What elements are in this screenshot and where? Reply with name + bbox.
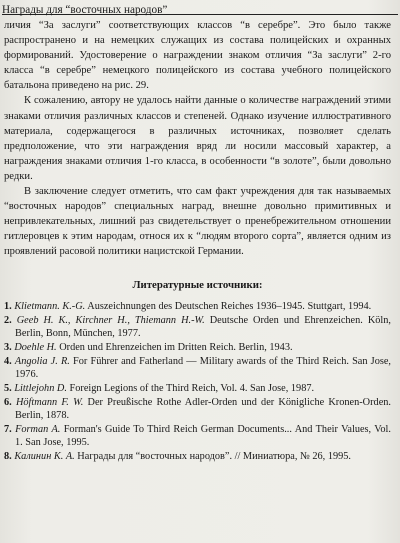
reference-number: 7. — [4, 424, 12, 436]
reference-item — [4, 450, 391, 463]
reference-item — [4, 314, 391, 340]
reference-number: 5. — [4, 382, 12, 394]
reference-number: 1. — [4, 300, 12, 312]
reference-author: Doehle H. — [14, 341, 57, 353]
reference-item — [4, 382, 391, 395]
running-head-text: Награды для “восточных народов” — [2, 4, 168, 16]
references-list — [4, 300, 391, 464]
reference-text: For Führer and Fatherland — Military awards of the Third Reich. San Jose, 1976. — [15, 355, 391, 380]
reference-text: Auszeichnungen des Deutschen Reiches 1936–1945. Stuttgart, 1994. — [85, 300, 372, 312]
reference-item — [4, 300, 391, 313]
reference-number: 6. — [4, 396, 12, 408]
reference-item — [4, 423, 391, 449]
reference-author: Калинин К. А. — [14, 451, 75, 463]
reference-number: 2. — [4, 314, 12, 326]
reference-author: Angolia J. R. — [14, 355, 70, 367]
reference-author: Littlejohn D. — [14, 382, 67, 394]
reference-author: Klietmann. K.-G. — [14, 300, 86, 312]
reference-text: Foreign Legions of the Third Reich, Vol. 4. San Jose, 1987. — [66, 382, 315, 394]
paragraph: В заключение следует отметить, что сам факт учреждения для так называемых “восточных народов” специальных наград, внешне довольно примитивных и непривлекательных, лишний раз свидетельствует о пренебрежительном отношении гитлеровцев к этим народам, относя их к “людям второго сорта”, является одним из проявлений расовой политики нацистской Германии. — [4, 186, 391, 258]
reference-item — [4, 355, 391, 381]
reference-number: 8. — [4, 451, 12, 463]
reference-author: Forman A. — [15, 424, 61, 436]
page-body — [4, 18, 391, 464]
reference-number: 3. — [4, 341, 12, 353]
running-head — [2, 0, 398, 15]
paragraph: К сожалению, автору не удалось найти данные о количестве награждений этими знаками отличия различных классов и степеней. Однако изучение иллюстративного материала, содержащегося в различных источниках, позволяет сделать предположение, что эти награждения вряд ли носили массовый характер, а награждения знаками отличия 1-го класса, в особенности “в золоте”, были довольно редки. — [4, 95, 391, 182]
reference-text: Forman's Guide To Third Reich German Documents... And Their Values, Vol. 1. San Jose, 1995. — [15, 424, 391, 449]
reference-number: 4. — [4, 355, 12, 367]
reference-text: Der Preußische Rothe Adler-Orden und der Königliche Kronen-Orden. Berlin, 1878. — [15, 396, 391, 422]
reference-item — [4, 341, 391, 354]
reference-text: Награды для “восточных народов”. // Миниатюра, № 26, 1995. — [74, 451, 351, 463]
paragraph: личия “За заслуги” соответствующих классов “в серебре”. Это было также распространено и на немецких служащих из состава полицейских и охранных формирований. Удостоверение о награждении знаком отличия “За заслуги” 2-го класса “в серебре” немецкого полицейского из состава учебного полицейского батальона приведено на рис. 29. — [4, 20, 391, 92]
reference-author: Höftmann F. W. — [15, 396, 84, 408]
reference-text: Deutsche Orden und Ehrenzeichen. Köln, Berlin, Bonn, München, 1977. — [15, 314, 391, 339]
reference-author: Geeb H. K., Kirchner H., Thiemann H.-W. — [16, 314, 205, 326]
reference-text: Orden und Ehrenzeichen im Dritten Reich. Berlin, 1943. — [56, 341, 293, 353]
references-title: Литературные источники: — [132, 278, 263, 291]
reference-item — [4, 396, 391, 422]
